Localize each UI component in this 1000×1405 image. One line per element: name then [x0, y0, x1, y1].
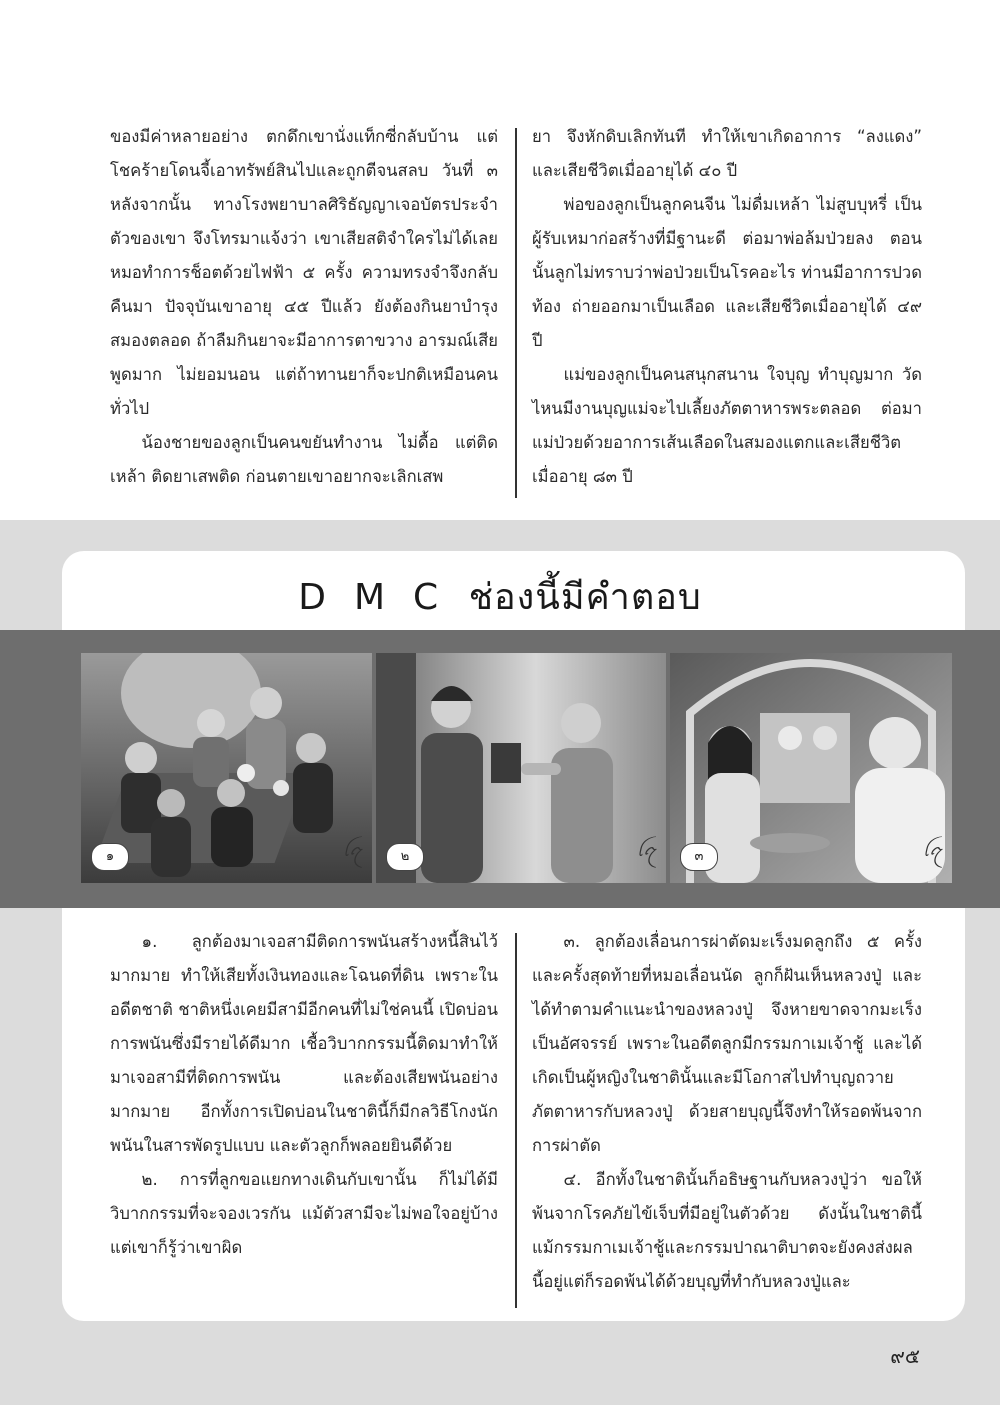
section-title-thai: ช่องนี้มีคำตอบ: [468, 577, 702, 618]
column-divider: [515, 933, 517, 1308]
paragraph: แม่ของลูกเป็นคนสนุกสนาน ใจบุญ ทำบุญมาก วัดไหนมีงานบุญแม่จะไปเลี้ยงภัตตาหารพระตลอด ต่อมาแม่ป่วยด้วยอาการเส้นเลือดในสมองแตกและเสียชีวิตเมื่ออายุ ๘๓ ปี: [532, 365, 922, 486]
photo-number-badge: ๓: [680, 843, 718, 871]
column-divider: [515, 128, 517, 498]
photo-number-badge: ๑: [91, 843, 129, 871]
artist-signature: ꪶꪋ: [342, 841, 362, 860]
bottom-right-column: [532, 925, 922, 1299]
paragraph: ๑. ลูกต้องมาเจอสามีติดการพนันสร้างหนี้สินไว้มากมาย ทำให้เสียทั้งเงินทองและโฉนดที่ดิน เพราะในอดีตชาติ ชาติหนึ่งเคยมีสามีอีกคนที่ไม่ใช่คนนี้ เปิดบ่อนการพนันซึ่งมีรายได้ดีมาก เชื้อวิบากกรรมนี้ติดมาทำให้มาเจอสามีที่ติดการพนัน และต้องเสียพนันอย่างมากมาย อีกทั้งการเปิดบ่อนในชาตินี้ก็มีกลวิธีโกงนักพนันในสารพัดรูปแบบ และตัวลูกก็พลอยยินดีด้วย: [110, 932, 498, 1155]
bottom-left-column: [110, 925, 498, 1265]
paragraph: ยา จึงหักดิบเลิกทันที ทำให้เขาเกิดอาการ “ลงแดง” และเสียชีวิตเมื่ออายุได้ ๔๐ ปี: [532, 127, 922, 180]
paragraph: ๒. การที่ลูกขอแยกทางเดินกับเขานั้น ก็ไม่ได้มีวิบากกรรมที่จะจองเวรกัน แม้ตัวสามีจะไม่พอใจอยู่บ้าง แต่เขาก็รู้ว่าเขาผิด: [110, 1170, 498, 1257]
section-title: [0, 568, 1000, 628]
paragraph: ๔. อีกทั้งในชาตินั้นก็อธิษฐานกับหลวงปู่ว่า ขอให้พ้นจากโรคภัยไข้เจ็บที่มีอยู่ในตัวด้วย ดังนั้นในชาตินี้ แม้กรรมกาเมเจ้าชู้และกรรมปาณาติบาตจะยังคงส่งผลนี้อยู่แต่ก็รอดพ้นได้ด้วยบุญที่ทำกับหลวงปู่และ: [532, 1170, 922, 1291]
photo-number-badge: ๒: [386, 843, 424, 871]
page-number: ๙๕: [890, 1344, 920, 1368]
paragraph: น้องชายของลูกเป็นคนขยันทำงาน ไม่ดื้อ แต่ติดเหล้า ติดยาเสพติด ก่อนตายเขาอยากจะเลิกเสพ: [110, 433, 498, 486]
artist-signature: ꪶꪋ: [636, 841, 656, 860]
top-right-column: [532, 120, 922, 494]
paragraph: ๓. ลูกต้องเลื่อนการผ่าตัดมะเร็งมดลูกถึง ๕ ครั้ง และครั้งสุดท้ายที่หมอเลื่อนนัด ลูกก็ฝันเห็นหลวงปู่ และได้ทำตามคำแนะนำของหลวงปู่ จึงหายขาดจากมะเร็งเป็นอัศจรรย์ เพราะในอดีตลูกมีกรรมกาเมเจ้าชู้ และได้เกิดเป็นผู้หญิงในชาตินั้นและมีโอกาสไปทำบุญถวายภัตตาหารกับหลวงปู่ ด้วยสายบุญนี้จึงทำให้รอดพ้นจากการผ่าตัด: [532, 932, 922, 1155]
top-left-column: [110, 120, 498, 494]
paragraph: พ่อของลูกเป็นลูกคนจีน ไม่ดื่มเหล้า ไม่สูบบุหรี่ เป็นผู้รับเหมาก่อสร้างที่มีฐานะดี ต่อมาพ่อล้มป่วยลง ตอนนั้นลูกไม่ทราบว่าพ่อป่วยเป็นโรคอะไร ท่านมีอาการปวดท้อง ถ่ายออกมาเป็นเลือด และเสียชีวิตเมื่ออายุได้ ๔๙ ปี: [532, 195, 922, 350]
section-title-latin: DMC: [298, 577, 467, 618]
photo-2: [376, 653, 666, 883]
photo-3: [670, 653, 952, 883]
artist-signature: ꪶꪋ: [922, 841, 942, 860]
photo-1: [81, 653, 372, 883]
paragraph: ของมีค่าหลายอย่าง ตกดึกเขานั่งแท็กซี่กลับบ้าน แต่โชคร้ายโดนจี้เอาทรัพย์สินไปและถูกตีจนสลบ วันที่ ๓ หลังจากนั้น ทางโรงพยาบาลศิริธัญญาเจอบัตรประจำตัวของเขา จึงโทรมาแจ้งว่า เขาเสียสติจำใครไม่ได้เลย หมอทำการช็อตด้วยไฟฟ้า ๕ ครั้ง ความทรงจำจึงกลับคืนมา ปัจจุบันเขาอายุ ๔๕ ปีแล้ว ยังต้องกินยาบำรุงสมองตลอด ถ้าลืมกินยาจะมีอาการตาขวาง อารมณ์เสีย พูดมาก ไม่ยอมนอน แต่ถ้าทานยาก็จะปกติเหมือนคนทั่วไป: [110, 127, 498, 418]
